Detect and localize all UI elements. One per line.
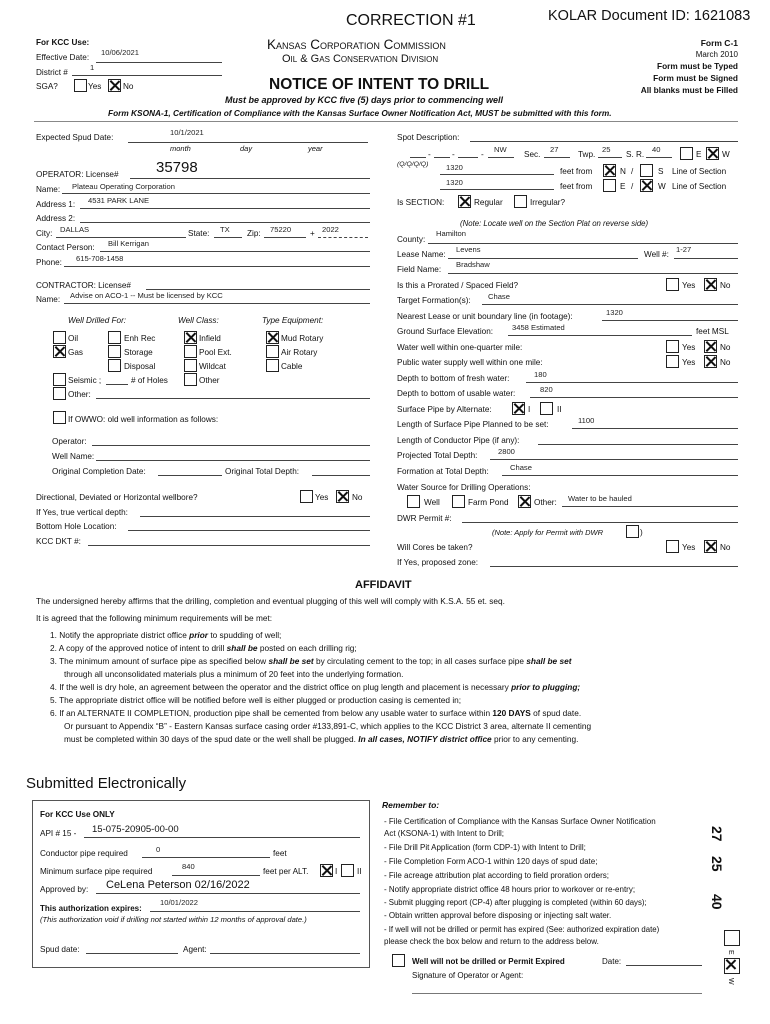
owwo-operator-label: Operator: — [52, 437, 87, 446]
feet-from-ew-label: feet from — [560, 182, 593, 191]
side-e-checkbox[interactable] — [724, 930, 740, 946]
mud-rotary-label: Mud Rotary — [281, 334, 324, 343]
not-drilled-checkbox[interactable] — [392, 954, 405, 967]
e-checkbox[interactable] — [603, 179, 616, 192]
remember-item-5: - Notify appropriate district office 48 hours prior to workover or re-entry; — [384, 885, 636, 894]
other-class-label: Other — [199, 376, 220, 385]
orig-total-depth-label: Original Total Depth: — [225, 467, 300, 476]
locate-note: (Note: Locate well on the Section Plat on reverse side) — [460, 219, 649, 228]
seismic-checkbox[interactable] — [53, 373, 66, 386]
lease-name-label: Lease Name: — [397, 250, 446, 259]
address1-value[interactable]: 4531 PARK LANE — [88, 196, 150, 205]
document-id: KOLAR Document ID: 1621083 — [548, 8, 751, 24]
well-number-value[interactable]: 1-27 — [676, 245, 692, 254]
expires-value[interactable]: 10/01/2022 — [160, 898, 199, 907]
contractor-license-label: CONTRACTOR: License# — [36, 281, 131, 290]
side-range: 40 — [709, 894, 725, 910]
conductor-feet-label: feet — [273, 849, 287, 858]
sec-label: Sec. — [524, 150, 541, 159]
oil-checkbox[interactable] — [53, 331, 66, 344]
directional-label: Directional, Deviated or Horizontal wellbore? — [36, 493, 198, 502]
feet-ns-value[interactable]: 1320 — [446, 163, 463, 172]
form-code: Form C-1 — [700, 38, 738, 48]
surface-alt-ii-checkbox[interactable] — [540, 402, 553, 415]
remember-item-4: - File acreage attribution plat according to field proration orders; — [384, 871, 610, 880]
kcc-spud-date-label: Spud date: — [40, 945, 80, 954]
contractor-name-label: Name: — [36, 295, 61, 304]
owwo-well-name-label: Well Name: — [52, 452, 95, 461]
spot-dash-2: - — [452, 150, 455, 159]
seismic-label: Seismic ; — [68, 376, 102, 385]
ew-slash: / — [631, 182, 634, 191]
agency-division: Oil & Gas Conservation Division — [282, 53, 439, 65]
cores-yes-checkbox[interactable] — [666, 540, 679, 553]
gas-label: Gas — [68, 348, 84, 357]
contact-value[interactable]: Bill Kerrigan — [108, 239, 149, 248]
water-source-label: Water Source for Drilling Operations: — [397, 483, 531, 492]
water-well-label: Water well within one-quarter mile: — [397, 343, 523, 352]
not-drilled-label: Well will not be drilled or Permit Expired — [412, 957, 565, 966]
county-label: County: — [397, 235, 426, 244]
enh-rec-label: Enh Rec — [124, 334, 156, 343]
sga-yes-checkbox[interactable] — [74, 79, 87, 92]
well-number-label: Well #: — [644, 250, 669, 259]
affidavit-item-5: 5. The appropriate district office will be notified before well is either plugged or production casing is cemented in; — [50, 695, 462, 705]
affidavit-item-4: 4. If the well is dry hole, an agreement between the operator and the district office on plug length and placement is necessary prior to plugging; — [50, 682, 581, 692]
contractor-name-value[interactable]: Advise on ACO-1 -- Must be licensed by KCC — [70, 291, 223, 300]
twp-label: Twp. — [578, 150, 596, 159]
affidavit-item-1: 1. Notify the appropriate district office prior to spudding of well; — [50, 630, 282, 640]
min-surface-alt-ii-checkbox[interactable] — [341, 864, 354, 877]
cores-label: Will Cores be taken? — [397, 543, 473, 552]
side-w-checkbox[interactable] — [724, 958, 740, 974]
n-checkbox[interactable] — [603, 164, 616, 177]
irregular-label: Irregular? — [530, 198, 566, 207]
infield-label: Infield — [199, 334, 221, 343]
disposal-label: Disposal — [124, 362, 156, 371]
zip-label: Zip: — [247, 229, 261, 238]
proposed-zone-label: If Yes, proposed zone: — [397, 558, 479, 567]
ksona-notice: Form KSONA-1, Certification of Compliance with the Kansas Surface Owner Notification Act, MUST be submitted with this form. — [108, 108, 612, 118]
feet-per-alt-label: feet per ALT. — [263, 867, 309, 876]
directional-yes-label: Yes — [315, 493, 329, 502]
min-surface-alt-i-label: I — [335, 867, 338, 876]
api-value[interactable]: 15-075-20905-00-00 — [92, 824, 179, 835]
approval-notice: Must be approved by KCC five (5) days prior to commencing well — [225, 95, 504, 105]
remember-item-7: - Obtain written approval before disposing or injecting salt water. — [384, 911, 612, 920]
not-drilled-date-label: Date: — [602, 957, 622, 966]
range-e-label: E — [696, 150, 702, 159]
remember-item-8-cont: please check the box below and return to the address below. — [384, 937, 599, 946]
public-water-label: Public water supply well within one mile: — [397, 358, 543, 367]
formation-td-value[interactable]: Chase — [510, 463, 532, 472]
address1-label: Address 1: — [36, 200, 76, 209]
nearest-boundary-value[interactable]: 1320 — [606, 308, 623, 317]
cores-yes-label: Yes — [682, 543, 696, 552]
affidavit-line-1: The undersigned hereby affirms that the drilling, completion and eventual plugging of this well will comply with K.S.A. 55 et. seq. — [36, 596, 505, 606]
affidavit-item-6-cont-2: must be completed within 30 days of the spud date or the well shall be plugged. In all cases, NOTIFY district office prior to any cementing. — [64, 734, 579, 744]
dwr-note-close: ) — [640, 528, 643, 537]
kcc-agent-label: Agent: — [183, 945, 207, 954]
regular-checkbox[interactable] — [458, 195, 471, 208]
field-name-label: Field Name: — [397, 265, 442, 274]
range-w-checkbox[interactable] — [706, 147, 719, 160]
s-r-label: S. R. — [626, 150, 645, 159]
surface-length-label: Length of Surface Pipe Planned to be set: — [397, 420, 549, 429]
cable-label: Cable — [281, 362, 303, 371]
ns-line-of-section-label: Line of Section — [672, 167, 727, 176]
e-label: E — [620, 182, 626, 191]
air-rotary-label: Air Rotary — [281, 348, 318, 357]
surface-alt-ii-label: II — [557, 405, 562, 414]
fresh-water-label: Depth to bottom of fresh water: — [397, 374, 510, 383]
field-name-value[interactable]: Bradshaw — [456, 260, 490, 269]
range-e-checkbox[interactable] — [680, 147, 693, 160]
formation-td-label: Formation at Total Depth: — [397, 467, 489, 476]
s-label: S — [658, 167, 664, 176]
water-source-well-label: Well — [424, 498, 440, 507]
phone-label: Phone: — [36, 258, 62, 267]
affidavit-item-6: 6. If an ALTERNATE II COMPLETION, production pipe shall be cemented from below any usable water to surface within 120 DAYS of spud date. — [50, 708, 582, 718]
orig-completion-label: Original Completion Date: — [52, 467, 146, 476]
public-water-yes-checkbox[interactable] — [666, 355, 679, 368]
affidavit-item-3-cont: through all unconsolidated materials plus a minimum of 20 feet into the underlying formation. — [64, 669, 404, 679]
signature-label: Signature of Operator or Agent: — [412, 971, 524, 980]
form-note-signed: Form must be Signed — [653, 73, 738, 83]
city-label: City: — [36, 229, 53, 238]
feet-ew-value[interactable]: 1320 — [446, 178, 463, 187]
min-surface-alt-ii-label: II — [357, 867, 362, 876]
remember-item-1-cont: Act (KSONA-1) with Intent to Drill; — [384, 829, 505, 838]
wildcat-checkbox[interactable] — [184, 359, 197, 372]
feet-msl-label: feet MSL — [696, 327, 729, 336]
spot-description-label: Spot Description: — [397, 133, 460, 142]
usable-water-value[interactable]: 820 — [540, 385, 553, 394]
affidavit-title: AFFIDAVIT — [355, 579, 412, 591]
effective-date-label: Effective Date: — [36, 53, 90, 62]
spot-dash-1: - — [428, 150, 431, 159]
spud-year-label: year — [308, 144, 323, 153]
regular-label: Regular — [474, 198, 503, 207]
spud-date-label: Expected Spud Date: — [36, 133, 114, 142]
min-surface-label: Minimum surface pipe required — [40, 867, 153, 876]
bottom-hole-label: Bottom Hole Location: — [36, 522, 117, 531]
fresh-water-value[interactable]: 180 — [534, 370, 547, 379]
prorated-label: Is this a Prorated / Spaced Field? — [397, 281, 519, 290]
well-class-heading: Well Class: — [178, 316, 219, 325]
irregular-checkbox[interactable] — [514, 195, 527, 208]
remember-item-3: - File Completion Form ACO-1 within 120 days of spud date; — [384, 857, 598, 866]
disposal-checkbox[interactable] — [108, 359, 121, 372]
agency-name: Kansas Corporation Commission — [267, 37, 446, 52]
n-label: N — [620, 167, 626, 176]
contact-label: Contact Person: — [36, 243, 95, 252]
s-checkbox[interactable] — [640, 164, 653, 177]
state-value[interactable]: TX — [220, 225, 230, 234]
surface-length-value[interactable]: 1100 — [578, 416, 595, 425]
directional-yes-checkbox[interactable] — [300, 490, 313, 503]
range-value[interactable]: 40 — [652, 145, 661, 154]
water-source-other-value[interactable]: Water to be hauled — [568, 494, 632, 503]
operator-license-value[interactable]: 35798 — [156, 159, 198, 176]
district-value[interactable]: 1 — [90, 63, 95, 72]
side-township: 25 — [709, 856, 725, 872]
oil-label: Oil — [68, 334, 79, 343]
gas-checkbox[interactable] — [53, 345, 66, 358]
pool-ext-label: Pool Ext. — [199, 348, 232, 357]
address2-label: Address 2: — [36, 214, 76, 223]
dwr-note: (Note: Apply for Permit with DWR — [492, 528, 603, 537]
effective-date-value[interactable]: 10/06/2021 — [101, 48, 140, 57]
pool-ext-checkbox[interactable] — [184, 345, 197, 358]
sec-value[interactable]: 27 — [550, 145, 559, 154]
water-well-yes-label: Yes — [682, 343, 696, 352]
water-source-other-label: Other: — [534, 498, 557, 507]
spot-dash-3: - — [481, 150, 484, 159]
twp-value[interactable]: 25 — [602, 145, 611, 154]
conductor-required-value[interactable]: 0 — [156, 845, 161, 854]
qqqq-label: (Q/Q/Q/Q) — [397, 161, 429, 168]
owwo-checkbox[interactable] — [53, 411, 66, 424]
true-vertical-label: If Yes, true vertical depth: — [36, 508, 128, 517]
owwo-label: If OWWO: old well information as follows: — [68, 415, 219, 424]
cores-no-label: No — [720, 543, 731, 552]
prorated-no-checkbox[interactable] — [704, 278, 717, 291]
min-surface-value[interactable]: 840 — [182, 862, 195, 871]
form-note-typed: Form must be Typed — [657, 61, 738, 71]
other-class-checkbox[interactable] — [184, 373, 197, 386]
kcc-use-only-title: For KCC Use ONLY — [40, 810, 115, 819]
api-label: API # 15 - — [40, 829, 77, 838]
water-well-yes-checkbox[interactable] — [666, 340, 679, 353]
water-source-farm-pond-label: Farm Pond — [468, 498, 509, 507]
form-note-filled: All blanks must be Filled — [640, 85, 738, 95]
prorated-no-label: No — [720, 281, 731, 290]
directional-no-checkbox[interactable] — [336, 490, 349, 503]
storage-checkbox[interactable] — [108, 345, 121, 358]
water-well-no-checkbox[interactable] — [704, 340, 717, 353]
submitted-electronically: Submitted Electronically — [26, 775, 187, 792]
kcc-dkt-label: KCC DKT #: — [36, 537, 81, 546]
dwr-permit-label: DWR Permit #: — [397, 514, 452, 523]
remember-item-8: - If well will not be drilled or permit has expired (See: authorized expiration date) — [384, 925, 660, 934]
type-equipment-heading: Type Equipment: — [262, 316, 324, 325]
air-rotary-checkbox[interactable] — [266, 345, 279, 358]
remember-item-1: - File Certification of Compliance with the Kansas Surface Owner Notification — [384, 817, 656, 826]
cores-no-checkbox[interactable] — [704, 540, 717, 553]
side-w-label: W — [727, 978, 734, 985]
sga-yes-label: Yes — [88, 82, 102, 91]
side-e-label: E — [727, 950, 734, 955]
dwr-checkbox[interactable] — [626, 525, 639, 538]
form-date: March 2010 — [695, 50, 738, 59]
ground-elevation-label: Ground Surface Elevation: — [397, 327, 494, 336]
sga-label: SGA? — [36, 82, 58, 91]
ns-slash: / — [631, 167, 634, 176]
state-label: State: — [188, 229, 210, 238]
zip-plus: + — [310, 229, 315, 238]
projected-depth-label: Projected Total Depth: — [397, 451, 478, 460]
side-section: 27 — [709, 826, 725, 842]
public-water-no-checkbox[interactable] — [704, 355, 717, 368]
operator-name-value[interactable]: Plateau Operating Corporation — [72, 182, 176, 191]
nearest-boundary-label: Nearest Lease or unit boundary line (in footage): — [397, 312, 573, 321]
remember-item-2: - File Drill Pit Application (form CDP-1) with Intent to Drill; — [384, 843, 586, 852]
approved-by-label: Approved by: — [40, 885, 89, 894]
w-checkbox[interactable] — [640, 179, 653, 192]
spud-day-label: day — [240, 144, 253, 153]
void-note: (This authorization void if drilling not started within 12 months of approval date.) — [40, 915, 307, 924]
target-formation-value[interactable]: Chase — [488, 292, 510, 301]
county-value[interactable]: Hamilton — [436, 229, 466, 238]
public-water-yes-label: Yes — [682, 358, 696, 367]
directional-no-label: No — [352, 493, 363, 502]
affidavit-line-2: It is agreed that the following minimum requirements will be met: — [36, 613, 273, 623]
prorated-yes-checkbox[interactable] — [666, 278, 679, 291]
target-formation-label: Target Formation(s): — [397, 296, 471, 305]
usable-water-label: Depth to bottom of usable water: — [397, 389, 516, 398]
operator-license-label: OPERATOR: License# — [36, 170, 119, 179]
cable-checkbox[interactable] — [266, 359, 279, 372]
infield-checkbox[interactable] — [184, 331, 197, 344]
affidavit-item-3: 3. The minimum amount of surface pipe as specified below shall be set by circulating cement to the top; in all cases surface pipe shall be set — [50, 656, 572, 666]
enh-rec-checkbox[interactable] — [108, 331, 121, 344]
water-source-well-checkbox[interactable] — [407, 495, 420, 508]
water-source-other-checkbox[interactable] — [518, 495, 531, 508]
surface-alternate-label: Surface Pipe by Alternate: — [397, 405, 492, 414]
ground-elevation-value[interactable]: 3458 Estimated — [512, 323, 565, 332]
surface-alt-i-checkbox[interactable] — [512, 402, 525, 415]
sga-no-label: No — [123, 82, 134, 91]
remember-title: Remember to: — [382, 800, 440, 810]
public-water-no-label: No — [720, 358, 731, 367]
water-source-farm-pond-checkbox[interactable] — [452, 495, 465, 508]
affidavit-item-6-cont-1: Or pursuant to Appendix “B” - Eastern Kansas surface casing order #133,891-C, which applies to the KCC District 3 area, alternate II cementing — [64, 721, 592, 731]
holes-label: # of Holes — [131, 376, 168, 385]
is-section-label: Is SECTION: — [397, 198, 445, 207]
mud-rotary-checkbox[interactable] — [266, 331, 279, 344]
lease-name-value[interactable]: Levens — [456, 245, 481, 254]
approved-by-value[interactable]: CeLena Peterson 02/16/2022 — [106, 879, 250, 891]
prorated-yes-label: Yes — [682, 281, 696, 290]
projected-depth-value[interactable]: 2800 — [498, 447, 515, 456]
w-label: W — [658, 182, 666, 191]
district-label: District # — [36, 68, 68, 77]
city-value[interactable]: DALLAS — [60, 225, 90, 234]
conductor-length-label: Length of Conductor Pipe (if any): — [397, 436, 520, 445]
form-title: NOTICE OF INTENT TO DRILL — [269, 76, 490, 93]
zip-value[interactable]: 75220 — [270, 225, 292, 234]
remember-item-6: - Submit plugging report (CP-4) after plugging is completed (within 60 days); — [384, 898, 647, 907]
min-surface-alt-i-checkbox[interactable] — [320, 864, 333, 877]
zip4-value[interactable]: 2022 — [322, 225, 339, 234]
wildcat-label: Wildcat — [199, 362, 226, 371]
storage-label: Storage — [124, 348, 153, 357]
phone-value[interactable]: 615-708-1458 — [76, 254, 124, 263]
spud-date-value[interactable]: 10/1/2021 — [170, 128, 204, 137]
sga-no-checkbox[interactable] — [108, 79, 121, 92]
range-w-label: W — [722, 150, 730, 159]
other-checkbox[interactable] — [53, 387, 66, 400]
correction-title: CORRECTION #1 — [346, 12, 476, 29]
conductor-required-label: Conductor pipe required — [40, 849, 128, 858]
water-well-no-label: No — [720, 343, 731, 352]
feet-from-ns-label: feet from — [560, 167, 593, 176]
affidavit-item-2: 2. A copy of the approved notice of intent to drill shall be posted on each drilling rig; — [50, 643, 357, 653]
expires-label: This authorization expires: — [40, 904, 142, 913]
spud-month-label: month — [170, 144, 191, 153]
surface-alt-i-label: I — [528, 405, 531, 414]
well-drilled-for-heading: Well Drilled For: — [68, 316, 127, 325]
other-label: Other: — [68, 390, 91, 399]
ew-line-of-section-label: Line of Section — [672, 182, 727, 191]
kcc-use-label: For KCC Use: — [36, 38, 90, 47]
operator-name-label: Name: — [36, 185, 61, 194]
spot-quarter-value[interactable]: NW — [494, 145, 507, 154]
